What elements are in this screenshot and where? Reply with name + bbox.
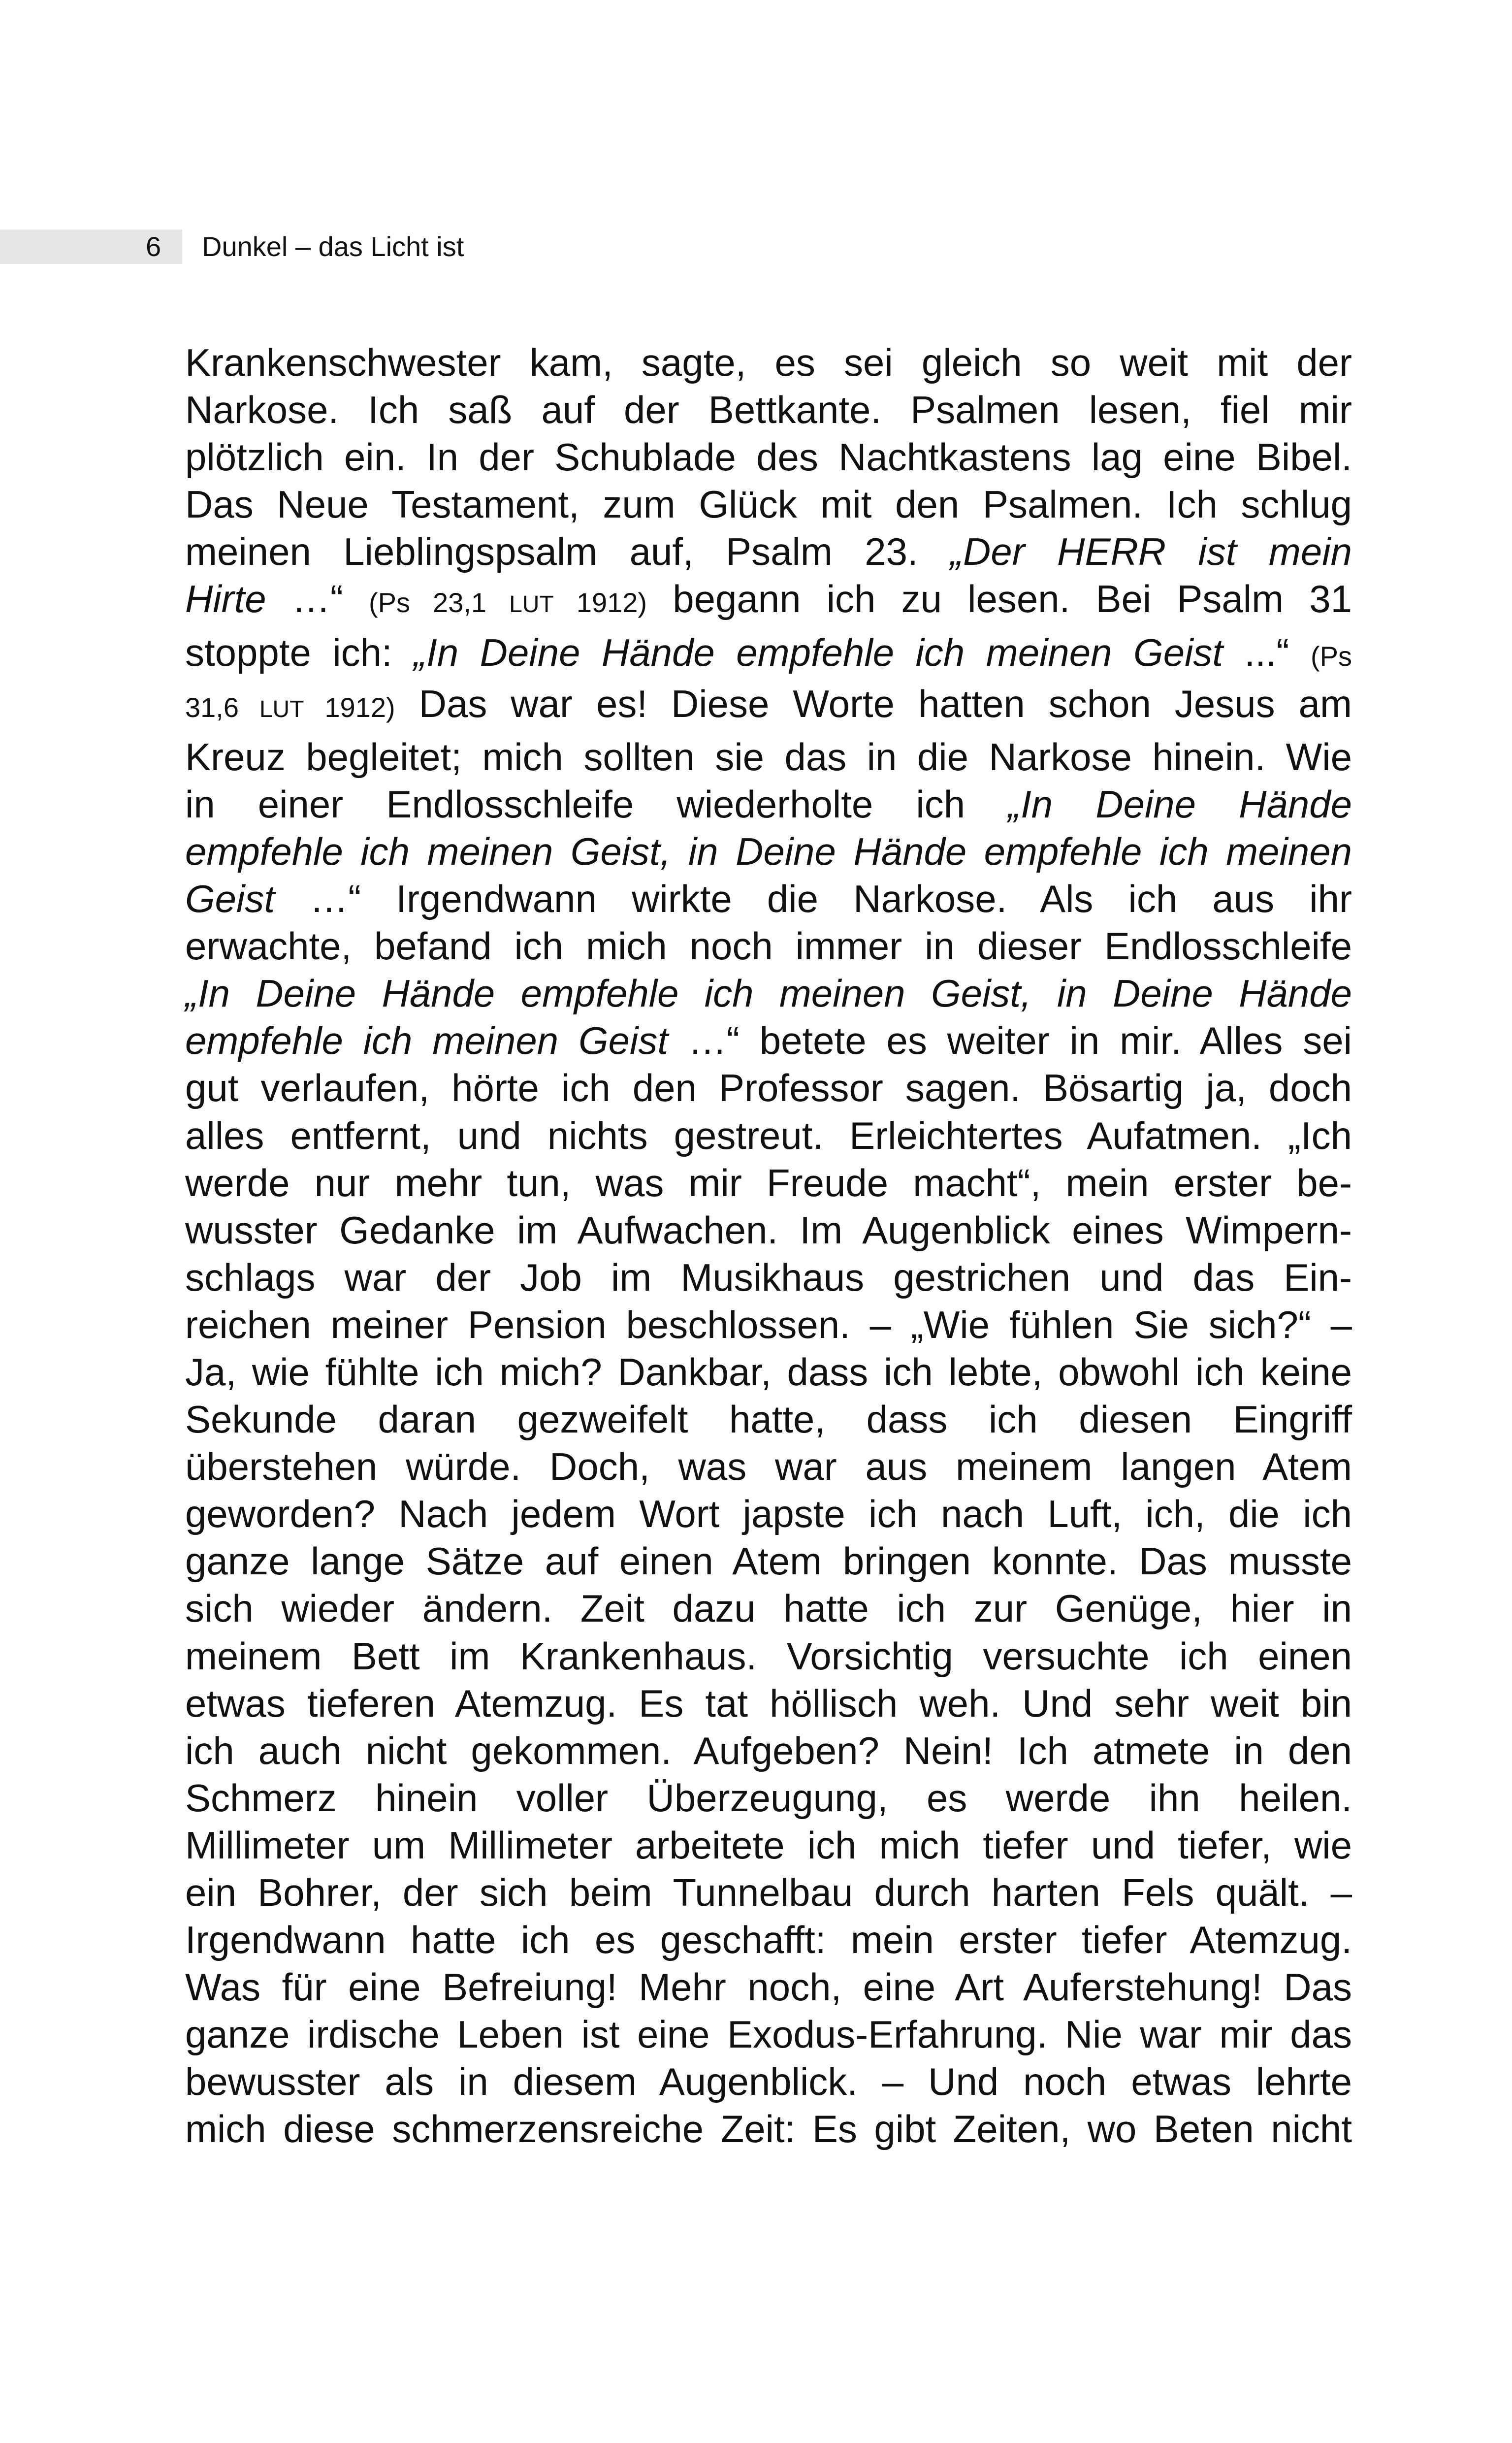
text-line [185, 1916, 1352, 1963]
text-run: werde nur mehr tun, was mir Freude macht“, mein erster be- [185, 1161, 1352, 1205]
text-line [185, 828, 1352, 875]
text-run: Millimeter um Millimeter arbeitete ich mich tiefer und tiefer, wie [185, 1823, 1352, 1867]
bible-citation: 1912) [553, 587, 647, 619]
text-line [185, 1112, 1352, 1159]
text-run: ganze irdische Leben ist eine Exodus-Erfahrung. Nie war mir das [185, 2013, 1352, 2056]
bible-citation: (Ps [1311, 640, 1352, 672]
text-line [185, 1774, 1352, 1822]
text-run: Krankenschwester kam, sagte, es sei gleich so weit mit der [185, 341, 1352, 384]
text-run: Kreuz begleitet; mich sollten sie das in die Narkose hinein. Wie [185, 735, 1352, 779]
text-line [185, 575, 1352, 628]
text-line [185, 1301, 1352, 1348]
text-line [185, 733, 1352, 781]
text-run: Das Neue Testament, zum Glück mit den Psalmen. Ich schlug [185, 483, 1352, 526]
text-run: etwas tieferen Atemzug. Es tat höllisch weh. Und sehr weit bin [185, 1681, 1352, 1725]
bible-citation: 1912) [304, 691, 395, 723]
text-run: ganze lange Sätze auf einen Atem bringen konnte. Das musste [185, 1539, 1352, 1583]
text-line [185, 1680, 1352, 1727]
text-line [185, 1206, 1352, 1254]
text-line [185, 680, 1352, 733]
text-line [185, 1064, 1352, 1111]
text-line [185, 2105, 1352, 2152]
text-run: ich auch nicht gekommen. Aufgeben? Nein! Ich atmete in den [185, 1728, 1352, 1772]
text-run: erwachte, befand ich mich noch immer in dieser Endlosschleife [185, 924, 1352, 968]
text-line [185, 629, 1352, 680]
text-line [185, 339, 1352, 386]
text-run: in einer Endlosschleife wiederholte ich [185, 782, 1008, 826]
page-number: 6 [146, 231, 161, 262]
text-line [185, 875, 1352, 922]
text-run: Ja, wie fühlte ich mich? Dankbar, dass ich lebte, obwohl ich keine [185, 1350, 1352, 1394]
text-run: …“ [266, 577, 369, 621]
text-line [185, 1254, 1352, 1301]
italic-quote: „In Deine Hände empfehle ich meinen Geist, in Deine Hände [185, 972, 1352, 1015]
running-title: Dunkel – das Licht ist [202, 231, 464, 262]
text-line [185, 433, 1352, 481]
italic-quote: empfehle ich meinen Geist, in Deine Hände empfehle ich meinen [185, 829, 1352, 873]
text-run: Das war es! Diese Worte hatten schon Jesus am [395, 682, 1352, 725]
text-line [185, 781, 1352, 828]
text-run: ein Bohrer, der sich beim Tunnelbau durch harten Fels quält. – [185, 1871, 1352, 1914]
italic-quote: „In Deine Hände empfehle ich meinen Geist [414, 630, 1223, 674]
text-line [185, 1396, 1352, 1443]
text-line [185, 1537, 1352, 1585]
text-line [185, 528, 1352, 575]
text-run: ...“ [1223, 630, 1311, 674]
text-line [185, 1632, 1352, 1680]
italic-quote: „Der HERR ist mein [950, 530, 1352, 574]
italic-quote: „In Deine Hände [1008, 782, 1352, 826]
text-run: mich diese schmerzensreiche Zeit: Es gibt Zeiten, wo Beten nicht [185, 2107, 1352, 2151]
text-run: überstehen würde. Doch, was war aus meinem langen Atem [185, 1445, 1352, 1489]
text-line [185, 481, 1352, 528]
text-line [185, 1490, 1352, 1537]
text-line [185, 970, 1352, 1017]
text-run: geworden? Nach jedem Wort japste ich nach Luft, ich, die ich [185, 1492, 1352, 1536]
text-line [185, 1017, 1352, 1064]
text-run: Schmerz hinein voller Überzeugung, es werde ihn heilen. [185, 1776, 1352, 1820]
text-run: stoppte ich: [185, 630, 414, 674]
text-run: schlags war der Job im Musikhaus gestrichen und das Ein- [185, 1255, 1352, 1299]
italic-quote: empfehle ich meinen Geist [185, 1019, 669, 1063]
text-run: begann ich zu lesen. Bei Psalm 31 [647, 577, 1352, 621]
text-line [185, 922, 1352, 970]
text-run: …“ betete es weiter in mir. Alles sei [668, 1019, 1352, 1063]
italic-quote: Hirte [185, 577, 266, 621]
text-line [185, 1159, 1352, 1206]
bible-version: LUT [259, 696, 304, 722]
text-line [185, 2011, 1352, 2058]
text-run: meinen Lieblingspsalm auf, Psalm 23. [185, 530, 951, 574]
text-run: Irgendwann hatte ich es geschafft: mein erster tiefer Atemzug. [185, 1918, 1352, 1962]
text-run: Sekunde daran gezweifelt hatte, dass ich diesen Eingriff [185, 1398, 1352, 1441]
text-run: reichen meiner Pension beschlossen. – „Wie fühlen Sie sich?“ – [185, 1303, 1352, 1346]
bible-version: LUT [509, 591, 554, 618]
text-line [185, 386, 1352, 433]
text-line [185, 1585, 1352, 1632]
text-run: alles entfernt, und nichts gestreut. Erleichtertes Aufatmen. „Ich [185, 1113, 1352, 1157]
text-run: Was für eine Befreiung! Mehr noch, eine Art Auferstehung! Das [185, 1965, 1352, 2009]
text-line [185, 1443, 1352, 1490]
text-run: bewusster als in diesem Augenblick. – Und noch etwas lehrte [185, 2060, 1352, 2104]
text-run: plötzlich ein. In der Schublade des Nachtkastens lag eine Bibel. [185, 435, 1352, 479]
text-run: gut verlaufen, hörte ich den Professor sagen. Bösartig ja, doch [185, 1066, 1352, 1110]
text-line [185, 1963, 1352, 2011]
text-run: …“ Irgendwann wirkte die Narkose. Als ich aus ihr [275, 877, 1352, 921]
body-text [185, 339, 1352, 2153]
text-line [185, 1348, 1352, 1396]
text-run: sich wieder ändern. Zeit dazu hatte ich zur Genüge, hier in [185, 1587, 1352, 1630]
text-line [185, 1822, 1352, 1869]
text-run: Narkose. Ich saß auf der Bettkante. Psalmen lesen, fiel mir [185, 388, 1352, 432]
text-run: meinem Bett im Krankenhaus. Vorsichtig versuchte ich einen [185, 1634, 1352, 1678]
text-line [185, 1869, 1352, 1916]
text-line [185, 1727, 1352, 1774]
text-line [185, 2058, 1352, 2105]
bible-citation: 31,6 [185, 691, 259, 723]
bible-citation: (Ps 23,1 [369, 587, 510, 619]
italic-quote: Geist [185, 877, 275, 921]
text-run: wusster Gedanke im Aufwachen. Im Augenblick eines Wimpern- [185, 1208, 1352, 1252]
